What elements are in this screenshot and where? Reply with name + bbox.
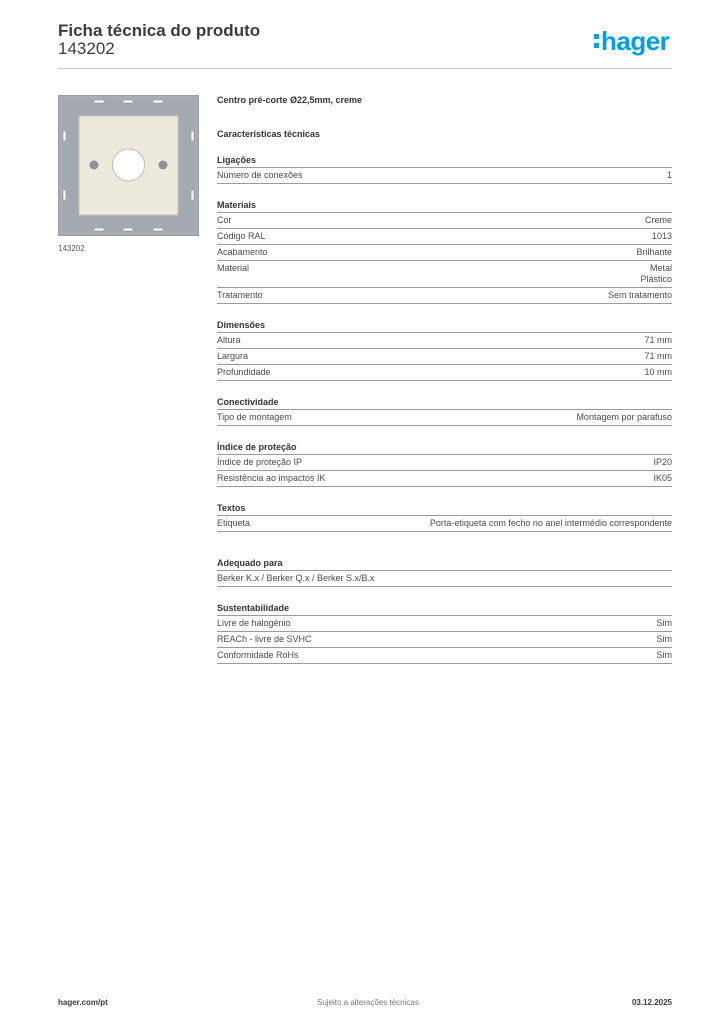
spec-value [645, 215, 672, 226]
spec-label: Número de conexões [217, 170, 303, 180]
spec-value-line: Sem tratamento [607, 290, 672, 300]
spec-value [640, 263, 672, 285]
spec-label: Material [217, 263, 250, 273]
spec-group [217, 320, 672, 381]
spec-value-line: 1013 [651, 231, 672, 241]
spec-value [636, 247, 672, 258]
spec-group [217, 603, 672, 664]
footer-note: Sujeito a alterações técnicas [317, 998, 419, 1007]
spec-group-title: Ligações [217, 155, 672, 168]
spec-group-title: Sustentabilidade [217, 603, 672, 616]
spec-value [652, 231, 672, 242]
spec-group-title: Textos [217, 503, 672, 516]
spec-value-line: 71 mm [644, 335, 672, 345]
spec-value-line: 1 [666, 170, 672, 180]
spec-value-line: IP20 [653, 457, 672, 467]
spec-group-title: Dimensões [217, 320, 672, 333]
spec-label: Livre de halogénio [217, 618, 291, 628]
spec-value-line: Sim [656, 650, 672, 660]
spec-value [576, 412, 672, 423]
spec-value [430, 518, 672, 529]
spec-value-line: Metal [649, 263, 672, 273]
spec-value-line: 10 mm [644, 367, 672, 377]
spec-label: Largura [217, 351, 249, 361]
spec-value [657, 634, 673, 645]
spec-value [644, 351, 672, 362]
spec-value-line: Plástico [640, 274, 672, 284]
spec-value-line: Brilhante [636, 247, 672, 257]
spec-row [217, 349, 672, 365]
spec-label: Berker K.x / Berker Q.x / Berker S.x/B.x [217, 573, 375, 583]
spec-label: Etiqueta [217, 518, 251, 528]
spec-row [217, 365, 672, 381]
spec-group [217, 397, 672, 426]
spec-value-line: Montagem por parafuso [576, 412, 672, 422]
logo-colon-mark [594, 32, 599, 50]
spec-row [217, 455, 672, 471]
spec-label: Tipo de montagem [217, 412, 292, 422]
spec-group-title: Materiais [217, 200, 672, 213]
spec-row [217, 516, 672, 532]
spec-value-line: Sim [656, 618, 672, 628]
spec-label: Resistência ao impactos IK [217, 473, 326, 483]
spec-row [217, 333, 672, 349]
spec-row [217, 245, 672, 261]
spec-group [217, 503, 672, 532]
spec-group-title: Índice de proteção [217, 442, 672, 455]
spec-group [217, 558, 672, 587]
spec-value [657, 618, 673, 629]
spec-label: Conformidade RoHs [217, 650, 299, 660]
spec-group-title: Adequado para [217, 558, 672, 571]
logo-text: hager [601, 26, 670, 56]
spec-value [653, 457, 672, 468]
section-heading: Características técnicas [217, 129, 321, 139]
product-code: 143202 [58, 39, 115, 58]
spec-row [217, 571, 672, 587]
spec-value-line: Sim [656, 634, 672, 644]
spec-row [217, 471, 672, 487]
spec-value [608, 290, 672, 301]
spec-label: Tratamento [217, 290, 263, 300]
spec-row [217, 632, 672, 648]
spec-value [657, 650, 673, 661]
spec-label: Acabamento [217, 247, 268, 257]
spec-row [217, 168, 672, 184]
spec-group [217, 442, 672, 487]
spec-group [217, 200, 672, 304]
product-name: Centro pré-corte Ø22,5mm, creme [217, 95, 363, 105]
spec-row [217, 288, 672, 304]
spec-value-line: Creme [644, 215, 672, 225]
product-image [58, 95, 199, 236]
spec-label: Código RAL [217, 231, 266, 241]
spec-label: Cor [217, 215, 232, 225]
header-divider [58, 68, 672, 69]
spec-value-line: Porta-etiqueta com fecho no anel intermédio correspondente [429, 518, 672, 528]
spec-value [644, 367, 672, 378]
spec-row [217, 229, 672, 245]
spec-value [653, 473, 672, 484]
image-caption: 143202 [58, 244, 85, 253]
spec-groups [217, 155, 672, 664]
spec-label: Índice de proteção IP [217, 457, 303, 467]
spec-row [217, 648, 672, 664]
spec-value-line: 71 mm [644, 351, 672, 361]
spec-row [217, 261, 672, 288]
spec-label: REACh - livre de SVHC [217, 634, 312, 644]
spec-row [217, 616, 672, 632]
spec-value [667, 170, 672, 181]
spec-value-line: IK05 [653, 473, 672, 483]
hager-logo[interactable] [594, 28, 669, 54]
spec-label: Profundidade [217, 367, 271, 377]
spec-group-title: Conectividade [217, 397, 672, 410]
spec-group [217, 155, 672, 184]
spec-label: Altura [217, 335, 241, 345]
spec-row [217, 410, 672, 426]
spec-sheet [217, 95, 672, 664]
spec-value [644, 335, 672, 346]
footer-date: 03.12.2025 [631, 998, 672, 1007]
page-title: Ficha técnica do produto [58, 21, 261, 40]
footer-website[interactable]: hager.com/pt [58, 998, 108, 1007]
spec-row [217, 213, 672, 229]
